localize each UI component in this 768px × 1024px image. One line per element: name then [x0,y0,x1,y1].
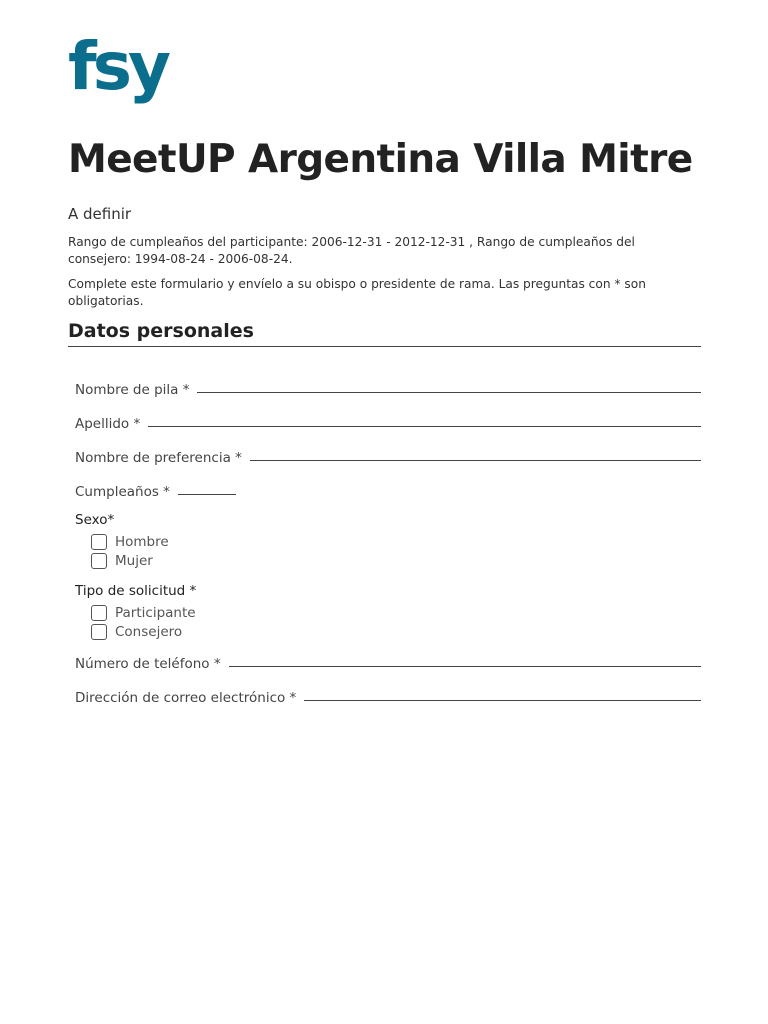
preferred-name-field[interactable] [75,443,701,467]
birthday-input-line[interactable] [178,493,236,495]
phone-field[interactable] [75,649,701,673]
preferred-name-input-line[interactable] [250,459,701,461]
sex-label: Sexo* [75,512,115,528]
email-field[interactable] [75,683,701,707]
first-name-field[interactable] [75,375,701,399]
instructions-text: Complete este formulario y envíelo a su obispo o presidente de rama. Las preguntas con * son obligatorias. [68,277,646,308]
sex-option-mujer[interactable] [75,551,701,570]
email-input-line[interactable] [304,699,701,701]
first-name-input-line[interactable] [197,391,701,393]
contact-fields [68,649,701,707]
checkbox-mujer[interactable] [91,553,107,569]
birthday-ranges-text: Rango de cumpleaños del participante: 2006-12-31 - 2012-12-31 , Rango de cumpleaños del consejero: 1994-08-24 - 2006-08-24. [68,235,635,266]
section-title-personal-data: Datos personales [68,318,701,347]
checkbox-participante[interactable] [91,605,107,621]
option-label-participante: Participante [115,604,196,621]
email-label: Dirección de correo electrónico * [75,690,297,706]
phone-label: Número de teléfono * [75,656,221,672]
option-label-mujer: Mujer [115,552,153,569]
page-title: MeetUP Argentina Villa Mitre [68,137,693,182]
request-option-participante[interactable] [75,603,701,622]
checkbox-consejero[interactable] [91,624,107,640]
personal-data-fields [68,375,701,501]
last-name-input-line[interactable] [148,425,701,427]
preferred-name-label: Nombre de preferencia * [75,450,242,466]
request-option-consejero[interactable] [75,622,701,641]
request-type-label: Tipo de solicitud * [75,583,197,599]
birthday-label: Cumpleaños * [75,484,170,500]
form-page [68,28,701,717]
fsy-logo: fsy [68,28,168,105]
option-label-consejero: Consejero [115,623,183,640]
option-label-hombre: Hombre [115,533,169,550]
request-type-group [68,582,701,641]
first-name-label: Nombre de pila * [75,382,190,398]
birthday-field[interactable] [75,477,701,501]
sex-group [68,511,701,570]
last-name-field[interactable] [75,409,701,433]
phone-input-line[interactable] [229,665,701,667]
last-name-label: Apellido * [75,416,141,432]
sex-option-hombre[interactable] [75,532,701,551]
checkbox-hombre[interactable] [91,534,107,550]
page-subtitle: A definir [68,205,132,223]
